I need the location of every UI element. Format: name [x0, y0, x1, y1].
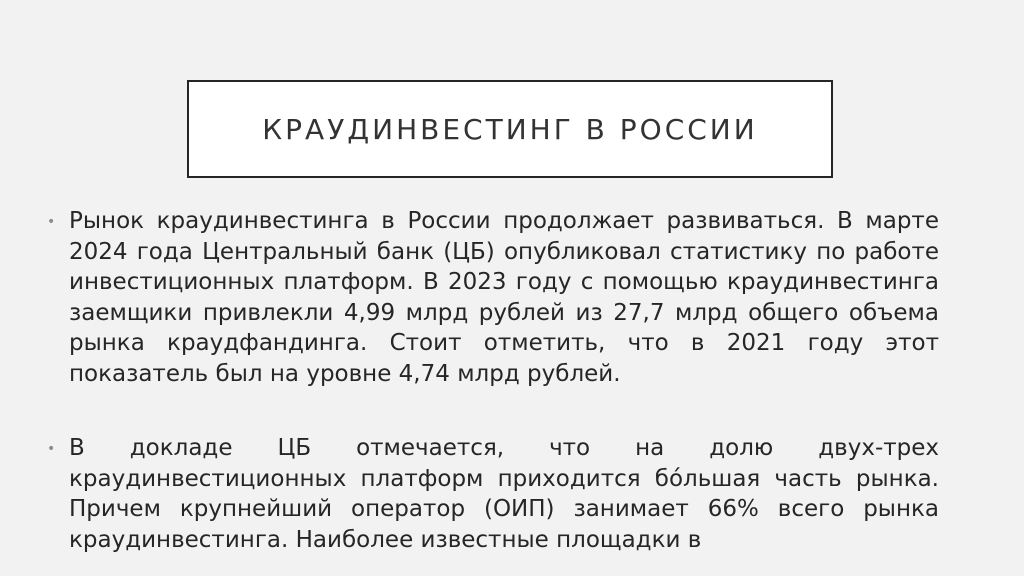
slide-title-box [187, 80, 833, 178]
bullet-text: В докладе ЦБ отмечается, что на долю двух-трех краудинвестиционных платформ приходится бóльшая часть рынка. Причем крупнейший оператор (ОИП) занимает 66% всего рынка краудинвестинга. Наиболее известные площадки в [69, 435, 939, 553]
bullet-item [44, 206, 939, 389]
slide-title: КРАУДИНВЕСТИНГ В РОССИИ [262, 112, 758, 146]
bullet-marker-icon: • [47, 214, 56, 230]
bullet-item [44, 433, 939, 555]
slide-content [44, 206, 939, 576]
bullet-text: Рынок краудинвестинга в России продолжает развиваться. В марте 2024 года Центральный банк (ЦБ) опубликовал статистику по работе инвестиционных платформ. В 2023 году с помощью краудинвестинга заемщики привлекли 4,99 млрд рублей из 27,7 млрд общего объема рынка краудфандинга. Стоит отметить, что в 2021 году этот показатель был на уровне 4,74 млрд рублей. [69, 208, 939, 387]
bullet-marker-icon: • [47, 441, 56, 457]
